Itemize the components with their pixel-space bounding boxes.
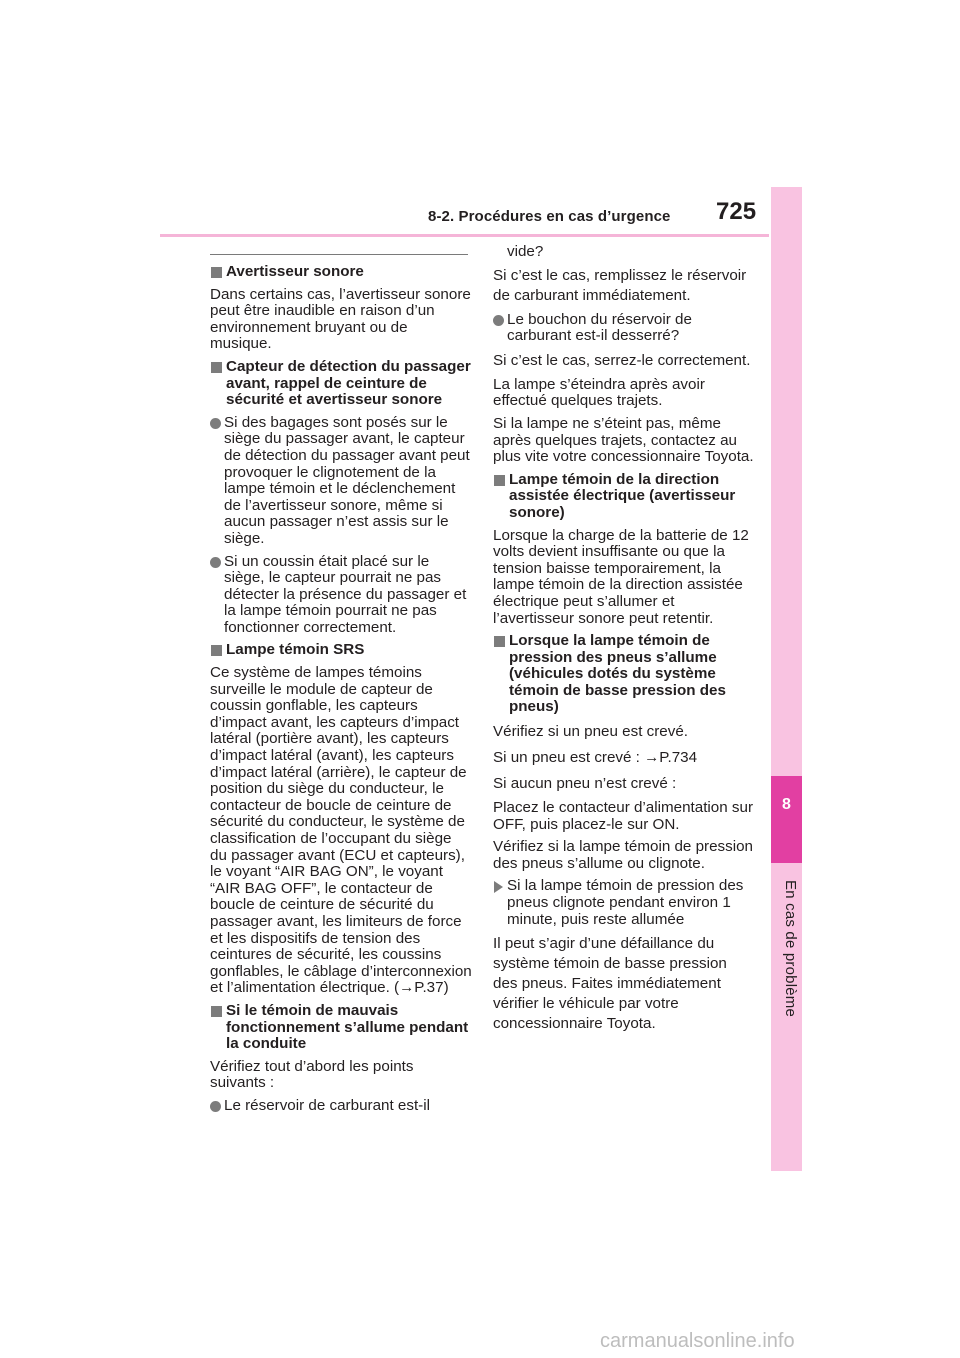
paragraph: Si aucun pneu n’est crevé : <box>493 775 677 793</box>
heading-malfunction-lamp: Si le témoin de mauvais fonctionnement s’allume pendant la conduite <box>210 1003 472 1053</box>
heading-passenger-sensor: Capteur de détection du passager avant, rappel de ceinture de sécurité et avertisseur sonore <box>210 359 472 409</box>
paragraph: La lampe s’éteindra après avoir effectué quelques trajets. <box>493 375 705 410</box>
continued-text: vide? <box>507 243 544 260</box>
heading-horn: Avertisseur sonore <box>210 264 472 281</box>
paragraph: Placez le contacteur d’alimentation sur OFF, puis placez-le sur ON. <box>493 799 754 833</box>
section-title: 8-2. Procédures en cas d’urgence <box>428 208 671 225</box>
heading-power-steering: Lampe témoin de la direction assistée électrique (avertisseur sonore) <box>493 472 755 522</box>
paragraph: Si c’est le cas, remplissez le réservoir de carburant immédiatement. <box>493 266 747 304</box>
chapter-tab <box>771 187 802 1171</box>
heading-tire-pressure: Lorsque la lampe témoin de pression des pneus s’allume (véhicules dotés du système témoin de basse pression des pneus) <box>493 633 755 716</box>
bullet-item: Le réservoir de carburant est-il <box>210 1098 472 1115</box>
right-column <box>493 244 755 1040</box>
heading-srs-lamp: Lampe témoin SRS <box>210 642 472 659</box>
paragraph: Il peut s’agir d’une défaillance du système témoin de basse pression des pneus. Faites immédiatement vérifier le véhicule par votre concessionnaire Toyota. <box>493 935 727 1033</box>
triangle-item: Si la lampe témoin de pression des pneus clignote pendant environ 1 minute, puis reste allumée <box>493 878 755 928</box>
header-divider <box>160 234 769 237</box>
watermark-text: carmanualsonline.info <box>600 1330 795 1352</box>
chapter-title: En cas de problème <box>782 880 799 1018</box>
paragraph: Vérifiez tout d’abord les points suivants : <box>210 1057 414 1092</box>
paragraph: Si la lampe ne s’éteint pas, même après quelques trajets, contactez au plus vite votre concessionnaire Toyota. <box>493 414 754 466</box>
bullet-item: Si des bagages sont posés sur le siège du passager avant, le capteur de détection du passager avant peut provoquer le clignotement de la lampe témoin et le déclenchement de l’avertisseur sonore, même si aucun passager n’est assis sur le siège. <box>210 415 472 548</box>
paragraph: Lorsque la charge de la batterie de 12 volts devient insuffisante ou que la tension baisse temporairement, la lampe témoin de la direction assistée électrique peut s’allumer et l’avertisseur sonore peut retentir. <box>493 526 749 627</box>
bullet-item: Si un coussin était placé sur le siège, le capteur pourrait ne pas détecter la présence du passager et la lampe témoin pourrait ne pas fonctionner correctement. <box>210 554 472 637</box>
column-top-rule <box>210 254 468 255</box>
bullet-item: Le bouchon du réservoir de carburant est-il desserré? <box>493 312 755 345</box>
paragraph: Si c’est le cas, serrez-le correctement. <box>493 351 751 369</box>
paragraph: Si un pneu est crevé : →P.734 <box>493 749 698 767</box>
paragraph: Vérifiez si un pneu est crevé. <box>493 723 689 741</box>
left-column <box>210 258 472 1121</box>
chapter-number: 8 <box>782 796 791 813</box>
chapter-number-box <box>771 776 802 863</box>
paragraph: Ce système de lampes témoins surveille le module de capteur de coussin gonflable, les capteurs d’impact avant, les capteurs d’impact latéral (portière avant), les capteurs d’impact latéral (avant), les capteurs d’impact latéral (arrière), le capteur de position du siège du conducteur, le contacteur de boucle de ceinture de sécurité du conducteur, le système de classification de l’occupant du siège du passager avant (ECU et capteurs), le voyant “AIR BAG ON”, le voyant “AIR BAG OFF”, le contacteur de boucle de ceinture de sécurité du passager avant, les limiteurs de force et les dispositifs de tension des ceintures de sécurité, les coussins gonflables, le câblage d’interconnexion et l’alimentation électrique. (→P.37) <box>210 664 472 997</box>
paragraph: Vérifiez si la lampe témoin de pression des pneus s’allume ou clignote. <box>493 838 753 872</box>
paragraph: Dans certains cas, l’avertisseur sonore peut être inaudible en raison d’un environnement bruyant ou de musique. <box>210 285 471 353</box>
page-number: 725 <box>716 198 757 225</box>
